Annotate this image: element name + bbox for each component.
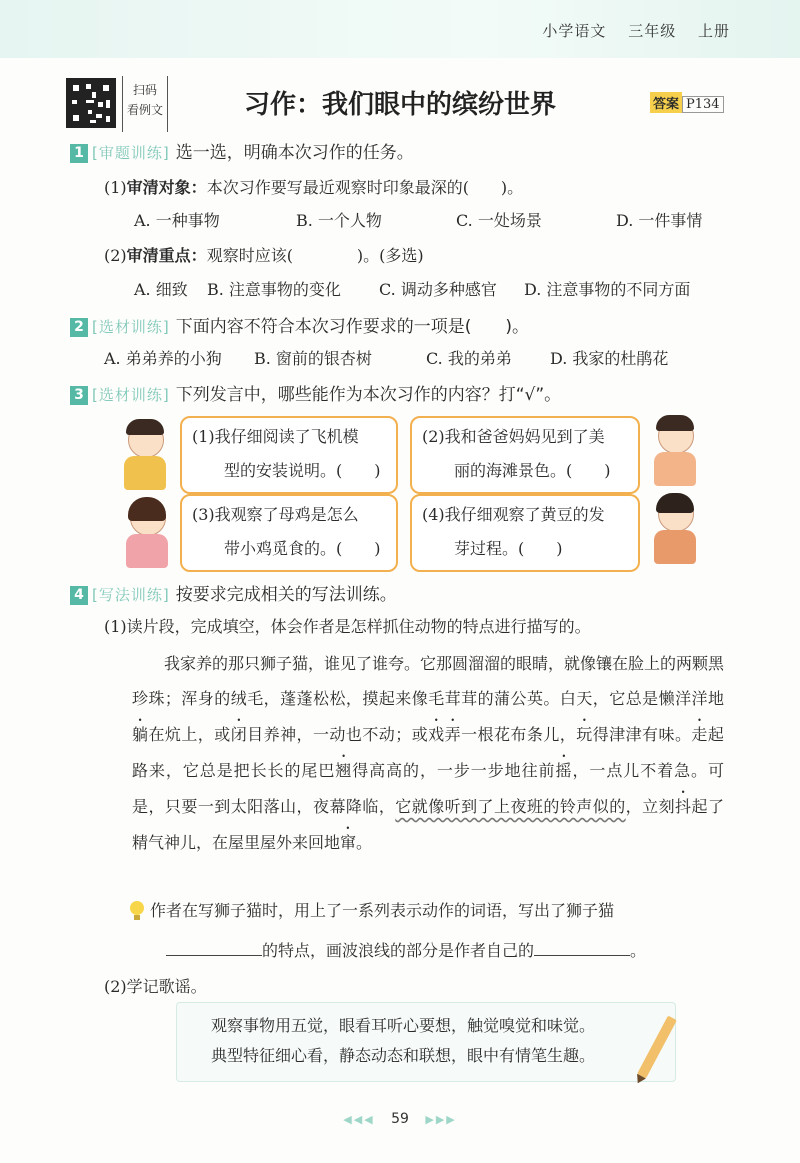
s1-question-1 bbox=[104, 175, 523, 198]
tip-text: 。 bbox=[630, 941, 647, 960]
girl-illustration-icon bbox=[120, 500, 174, 570]
action-word: 抖 bbox=[675, 797, 692, 816]
boy-illustration-icon bbox=[118, 422, 172, 492]
s2-option-a: A. 弟弟养的小狗 bbox=[104, 349, 222, 368]
section-4-heading bbox=[70, 580, 397, 605]
s4-question-2: (2)学记歌谣。 bbox=[104, 977, 207, 996]
bubble-line: 芽过程。( ) bbox=[454, 539, 563, 558]
section-number: 1 bbox=[70, 144, 88, 163]
s1-question-2 bbox=[104, 243, 424, 266]
page-title: 习作：我们眼中的缤纷世界 bbox=[243, 90, 556, 120]
page-number: 59 bbox=[391, 1111, 409, 1127]
section-2-heading bbox=[70, 312, 529, 337]
passage-text: 。 bbox=[356, 833, 373, 852]
tip-text: 作者在写狮子猫时，用上了一系列表示动作的词语，写出了狮子猫 bbox=[150, 901, 615, 920]
s1-q2-option-d: D. 注意事物的不同方面 bbox=[524, 280, 691, 299]
reading-passage bbox=[132, 646, 724, 860]
s1-q1-option-b: B. 一个人物 bbox=[296, 211, 382, 230]
section-1-heading bbox=[70, 138, 414, 163]
book-info bbox=[526, 20, 730, 41]
section-tag: [选材训练] bbox=[92, 318, 170, 336]
speech-bubble-4 bbox=[410, 494, 640, 572]
q-text: 观察时应该( )。(多选) bbox=[206, 246, 424, 265]
section-prompt: 选一选，明确本次习作的任务。 bbox=[175, 143, 414, 163]
girl-illustration-icon bbox=[648, 496, 702, 566]
q-text: 本次习作要写最近观察时印象最深的( )。 bbox=[206, 178, 524, 197]
q-prefix: (2) bbox=[104, 246, 127, 265]
bubble-line: (3)我观察了母鸡是怎么 bbox=[192, 505, 359, 524]
answer-page: P134 bbox=[682, 96, 724, 113]
bubble-line: 丽的海滩景色。( ) bbox=[454, 461, 611, 480]
boy-illustration-icon bbox=[648, 418, 702, 488]
bubble-line: 带小鸡觅食的。( ) bbox=[224, 539, 381, 558]
wavy-underlined-text: 它就像听到了上夜班的铃声似的 bbox=[395, 797, 626, 816]
section-prompt: 下面内容不符合本次习作要求的一项是( )。 bbox=[175, 317, 529, 337]
s1-q2-option-a: A. 细致 bbox=[134, 280, 188, 299]
bubble-line: (2)我和爸爸妈妈见到了美 bbox=[422, 427, 605, 446]
action-word: 玩 bbox=[576, 725, 593, 744]
action-word: 戏 bbox=[428, 725, 445, 744]
passage-text: 在炕上，或 bbox=[148, 725, 231, 744]
tip-line-2 bbox=[166, 938, 646, 961]
passage-text: 得津津有味。 bbox=[592, 725, 692, 744]
speech-bubble-1 bbox=[180, 416, 398, 494]
volume: 上册 bbox=[697, 22, 730, 40]
tip-text: 的特点，画波浪线的部分是作者自己的 bbox=[262, 941, 535, 960]
speech-bubble-2 bbox=[410, 416, 640, 494]
section-tag: [审题训练] bbox=[92, 144, 170, 162]
section-prompt: 下列发言中，哪些能作为本次习作的内容？打“√”。 bbox=[175, 385, 562, 405]
passage-text: 我家养的那只狮子猫，谁见了谁夸。它那圆溜溜的眼睛，就像镶在脸上的两颗黑珍珠；浑身的绒毛，蓬蓬松松，摸起来像毛茸茸的蒲公英。白天，它总是懒洋洋地 bbox=[132, 654, 725, 708]
right-arrows-icon: ▶▶▶ bbox=[425, 1113, 457, 1126]
s1-q2-option-c: C. 调动多种感官 bbox=[379, 280, 497, 299]
passage-text: ，一点儿不着急。可是，只要一到太阳落山，夜幕降临， bbox=[132, 761, 724, 816]
section-number: 4 bbox=[70, 586, 88, 605]
action-word: 摇 bbox=[555, 761, 573, 780]
s2-option-d: D. 我家的杜鹃花 bbox=[550, 349, 669, 368]
s1-q1-option-a: A. 一种事物 bbox=[134, 211, 220, 230]
section-3-heading bbox=[70, 380, 561, 405]
section-tag: [选材训练] bbox=[92, 386, 170, 404]
passage-text: 目养神，一动也不动；或 bbox=[247, 725, 429, 744]
q-keyword: 审清重点： bbox=[126, 246, 207, 265]
bubble-line: 型的安装说明。( ) bbox=[224, 461, 381, 480]
passage-text: 起路来，它总是把长长的尾巴 bbox=[132, 725, 724, 780]
s1-q1-option-c: C. 一处场景 bbox=[456, 211, 542, 230]
speech-bubble-3 bbox=[180, 494, 398, 572]
s1-q1-option-d: D. 一件事情 bbox=[616, 211, 703, 230]
bubble-line: (4)我仔细观察了黄豆的发 bbox=[422, 505, 605, 524]
passage-text: ，立刻 bbox=[625, 797, 676, 816]
s4-question-1: (1)读片段，完成填空，体会作者是怎样抓住动物的特点进行描写的。 bbox=[104, 617, 591, 636]
action-word: 窜 bbox=[340, 833, 357, 852]
section-tag: [写法训练] bbox=[92, 586, 170, 604]
rhyme-line: 典型特征细心看，静态动态和联想，眼中有情笔生趣。 bbox=[211, 1046, 596, 1065]
s1-q2-option-b: B. 注意事物的变化 bbox=[207, 280, 341, 299]
section-number: 3 bbox=[70, 386, 88, 405]
answer-badge[interactable] bbox=[650, 92, 724, 112]
rhyme-line: 观察事物用五觉，眼看耳听心要想，触觉嗅觉和味觉。 bbox=[211, 1016, 596, 1035]
lightbulb-icon bbox=[128, 901, 146, 923]
scan-label-line1: 扫码 bbox=[132, 83, 157, 97]
bubble-line: (1)我仔细阅读了飞机模 bbox=[192, 427, 359, 446]
answer-label: 答案 bbox=[650, 92, 682, 113]
action-word: 弄 bbox=[444, 725, 462, 744]
s2-option-b: B. 窗前的银杏树 bbox=[254, 349, 372, 368]
fill-blank-2[interactable] bbox=[534, 939, 630, 956]
page-footer bbox=[0, 1111, 800, 1127]
grade: 三年级 bbox=[628, 22, 677, 40]
s2-option-c: C. 我的弟弟 bbox=[426, 349, 512, 368]
left-arrows-icon: ◀◀◀ bbox=[343, 1113, 375, 1126]
scan-label-line2: 看例文 bbox=[126, 103, 163, 117]
action-word: 翘 bbox=[335, 761, 353, 780]
tip-line-1 bbox=[128, 898, 614, 923]
action-word: 闭 bbox=[230, 725, 248, 744]
section-number: 2 bbox=[70, 318, 88, 337]
passage-text: 一根花布条儿， bbox=[461, 725, 577, 744]
subject: 小学语文 bbox=[542, 22, 607, 40]
section-prompt: 按要求完成相关的写法训练。 bbox=[175, 585, 397, 605]
q-prefix: (1) bbox=[104, 178, 127, 197]
rhyme-box bbox=[176, 1002, 676, 1082]
passage-text: 起了精气神儿，在屋里屋外来回地 bbox=[132, 797, 724, 852]
action-word: 走 bbox=[691, 725, 708, 744]
passage-text: 得高高的，一步一步地往前 bbox=[352, 761, 556, 780]
q-keyword: 审清对象： bbox=[126, 178, 207, 197]
action-word: 躺 bbox=[132, 725, 149, 744]
fill-blank-1[interactable] bbox=[166, 939, 262, 956]
